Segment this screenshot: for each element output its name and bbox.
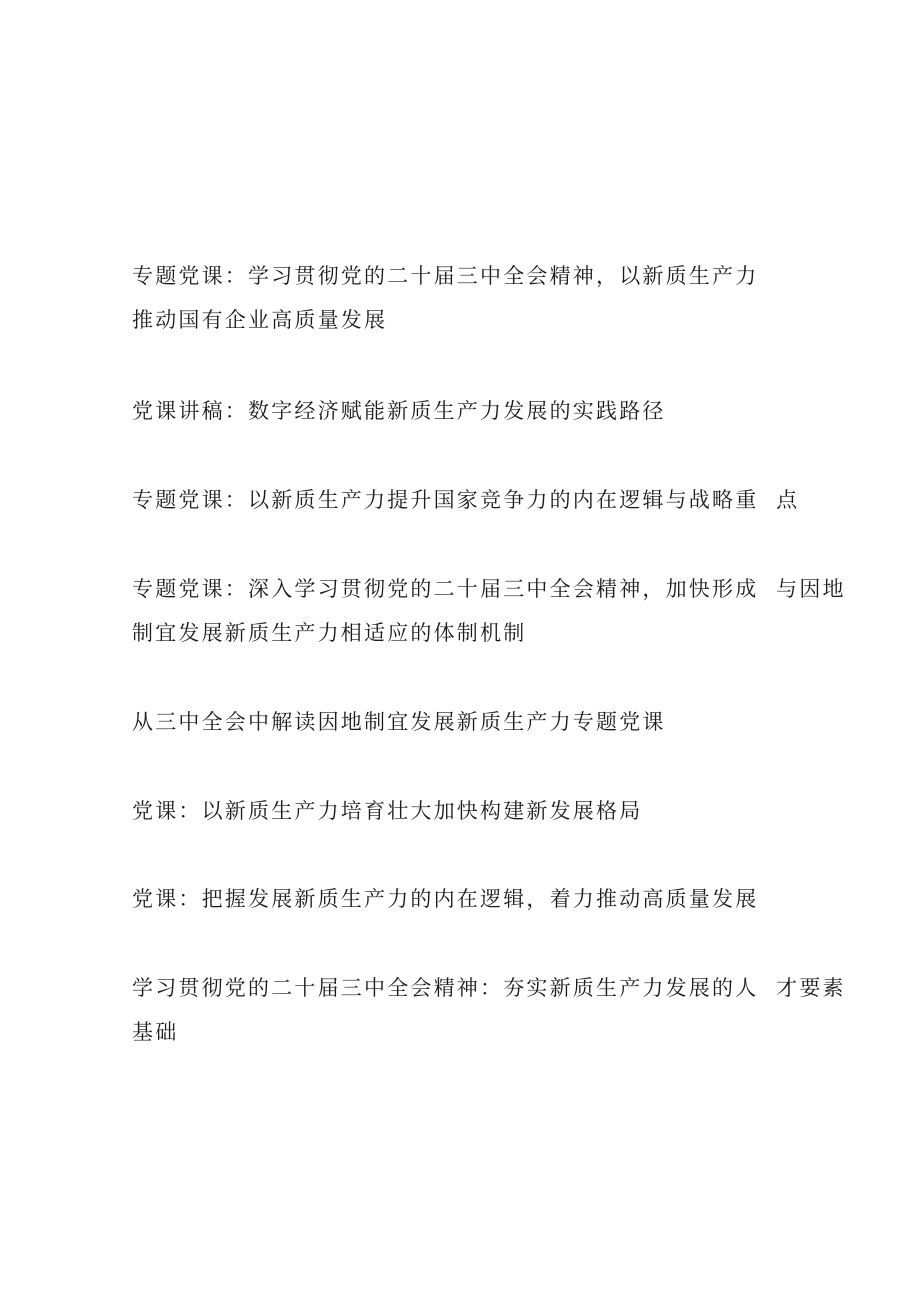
- title-entry-6-line-1: 党课：以新质生产力培育壮大加快构建新发展格局: [132, 799, 643, 823]
- title-entry-1: [132, 254, 812, 342]
- title-entry-5: [132, 700, 812, 744]
- title-entry-4-line-2: 制宜发展新质生产力相适应的体制机制: [132, 621, 527, 645]
- title-entry-3: [132, 478, 812, 522]
- title-entry-7: [132, 877, 812, 921]
- title-entry-8: [132, 966, 846, 1054]
- title-entry-8-line-2: 基础: [132, 1020, 179, 1044]
- title-entry-4-line-1: 专题党课：深入学习贯彻党的二十届三中全会精神，加快形成 与因地: [132, 577, 846, 601]
- title-entry-1-line-2: 推动国有企业高质量发展: [132, 308, 388, 332]
- title-entry-7-line-1: 党课：把握发展新质生产力的内在逻辑，着力推动高质量发展: [132, 887, 759, 911]
- title-entry-2: [132, 389, 812, 433]
- title-entry-4: [132, 567, 846, 655]
- title-entry-1-line-1: 专题党课：学习贯彻党的二十届三中全会精神，以新质生产力: [132, 264, 759, 288]
- title-entry-8-line-1: 学习贯彻党的二十届三中全会精神：夯实新质生产力发展的人 才要素: [132, 976, 846, 1000]
- title-entry-5-line-1: 从三中全会中解读因地制宜发展新质生产力专题党课: [132, 710, 666, 734]
- title-entry-6: [132, 789, 812, 833]
- title-entry-2-line-1: 党课讲稿：数字经济赋能新质生产力发展的实践路径: [132, 399, 666, 423]
- title-entry-3-line-1: 专题党课：以新质生产力提升国家竞争力的内在逻辑与战略重 点: [132, 488, 800, 512]
